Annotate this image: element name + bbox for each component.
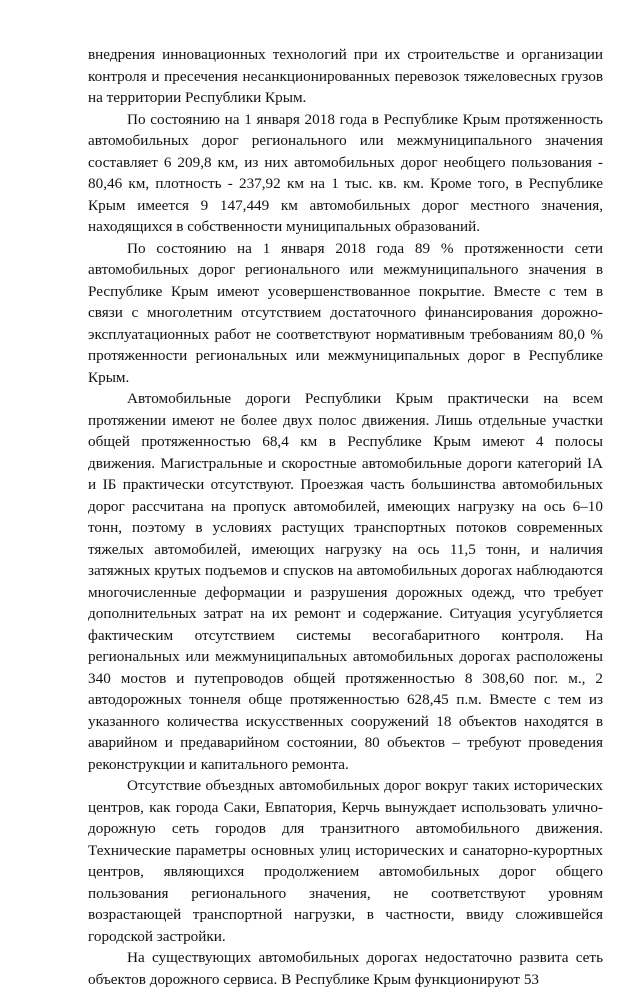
paragraph-road-length: По состоянию на 1 января 2018 года в Республике Крым протяженность автомобильных дорог регионального или межмуниципального значения составляет 6 209,8 км, из них автомобильных дорог необщего пользования - 80,46 км, плотность - 237,92 км на 1 тыс. кв. км. Кроме того, в Республике Крым имеется 9 147,449 км автомобильных дорог местного значения, находящихся в собственности муниципальных образований. [88,110,603,235]
paragraph-bypass-roads: Отсутствие объездных автомобильных дорог вокруг таких исторических центров, как города Саки, Евпатория, Керчь вынуждает использовать улично-дорожную сеть городов для транзитного автомобильного движения. Технические параметры основных улиц исторических и санаторно-курортных центров, являющихся продолжением автомобильных дорог общего пользования регионального значения, не соответствуют уровням возрастающей транспортной нагрузки, в частности, ввиду сложившейся городской застройки. [88,777,603,945]
paragraph-road-service: На существующих автомобильных дорогах недостаточно развита сеть объектов дорожного сервиса. В Республике Крым функционируют 53 [88,949,603,988]
document-body [88,44,603,990]
paragraph-continuation: внедрения инновационных технологий при их строительстве и организации контроля и пресечения несанкционированных перевозок тяжеловесных грузов на территории Республики Крым. [88,46,603,106]
paragraph-road-lanes: Автомобильные дороги Республики Крым практически на всем протяжении имеют не более двух полос движения. Лишь отдельные участки общей протяженностью 68,4 км в Республике Крым имеют 4 полосы движения. Магистральные и скоростные автомобильные дороги категорий IА и IБ практически отсутствуют. Проезжая часть большинства автомобильных дорог рассчитана на пропуск автомобилей, имеющих нагрузку на ось 6–10 тонн, поэтому в условиях растущих транспортных потоков современных тяжелых автомобилей, имеющих нагрузку на ось 11,5 тонн, и наличия затяжных крутых подъемов и спусков на автомобильных дорогах наблюдаются многочисленные деформации и разрушения дорожных одежд, что требует дополнительных затрат на их ремонт и содержание. Ситуация усугубляется фактическим отсутствием системы весогабаритного контроля. На региональных или межмуниципальных автомобильных дорогах расположены 340 мостов и путепроводов общей протяженностью 8 308,60 пог. м., 2 автодорожных тоннеля обще протяженностью 628,45 п.м. Вместе с тем из указанного количества искусственных сооружений 18 объектов находятся в аварийном и предаварийном состоянии, 80 объектов – требуют проведения реконструкции и капитального ремонта. [88,390,603,773]
paragraph-road-surface: По состоянию на 1 января 2018 года 89 % протяженности сети автомобильных дорог регионального или межмуниципального значения в Республике Крым имеют усовершенствованное покрытие. Вместе с тем в связи с многолетним отсутствием достаточного финансирования дорожно-эксплуатационных работ не соответствуют нормативным требованиям 80,0 % протяженности региональных или межмуниципальных дорог в Республике Крым. [88,239,603,386]
